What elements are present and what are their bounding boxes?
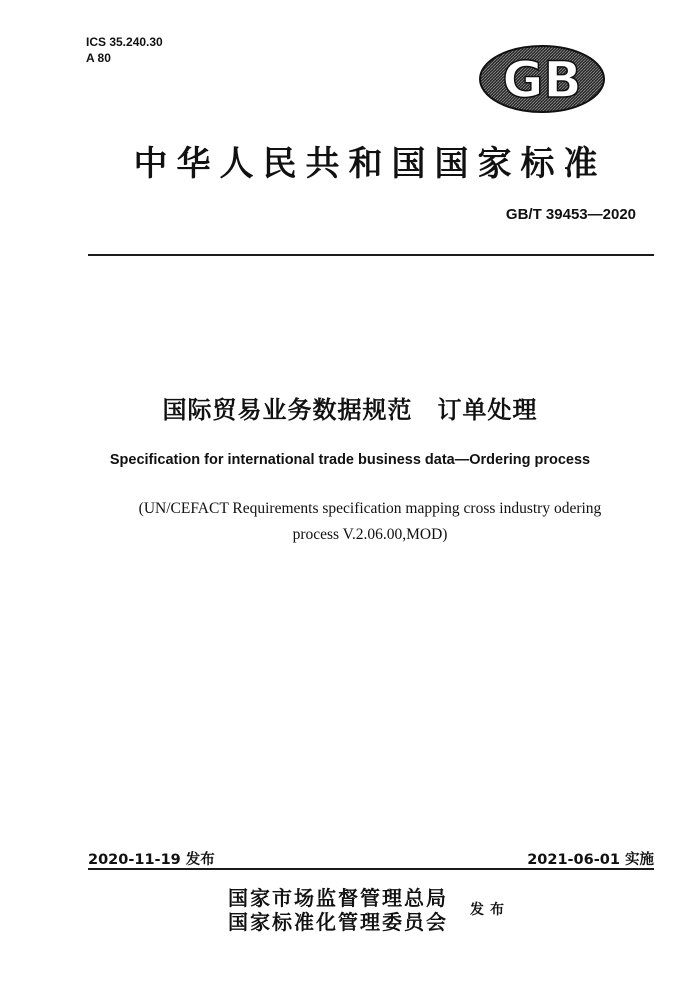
- issue-label: 发布: [470, 902, 510, 918]
- footer-divider: [88, 868, 654, 870]
- issuer-sac: 国家标准化管理委员会: [228, 910, 448, 934]
- subtitle-line-2: process V.2.06.00,MOD): [292, 526, 448, 543]
- document-subtitle: [90, 496, 650, 548]
- issue-date: 2020-11-19 发布: [88, 852, 215, 868]
- issuing-authorities: [228, 886, 448, 934]
- svg-text:GB: GB: [502, 51, 582, 109]
- standard-code: GB/T 39453—2020: [505, 206, 636, 223]
- issuer-samr: 国家市场监督管理总局: [228, 886, 448, 910]
- subtitle-line-1: (UN/CEFACT Requirements specification mapping cross industry odering: [138, 500, 602, 517]
- implementation-date: 2021-06-01 实施: [527, 852, 654, 868]
- national-standard-title: 中华人民共和国国家标准: [133, 144, 607, 184]
- document-title-english: Specification for international trade business data—Ordering process: [109, 452, 591, 468]
- document-title-chinese: 国际贸易业务数据规范 订单处理: [162, 396, 538, 424]
- header-divider: [88, 254, 654, 256]
- classification-codes: [86, 34, 163, 66]
- gb-logo: [478, 44, 606, 114]
- ics-code: ICS 35.240.30: [86, 35, 163, 49]
- ccs-code: A 80: [86, 51, 111, 65]
